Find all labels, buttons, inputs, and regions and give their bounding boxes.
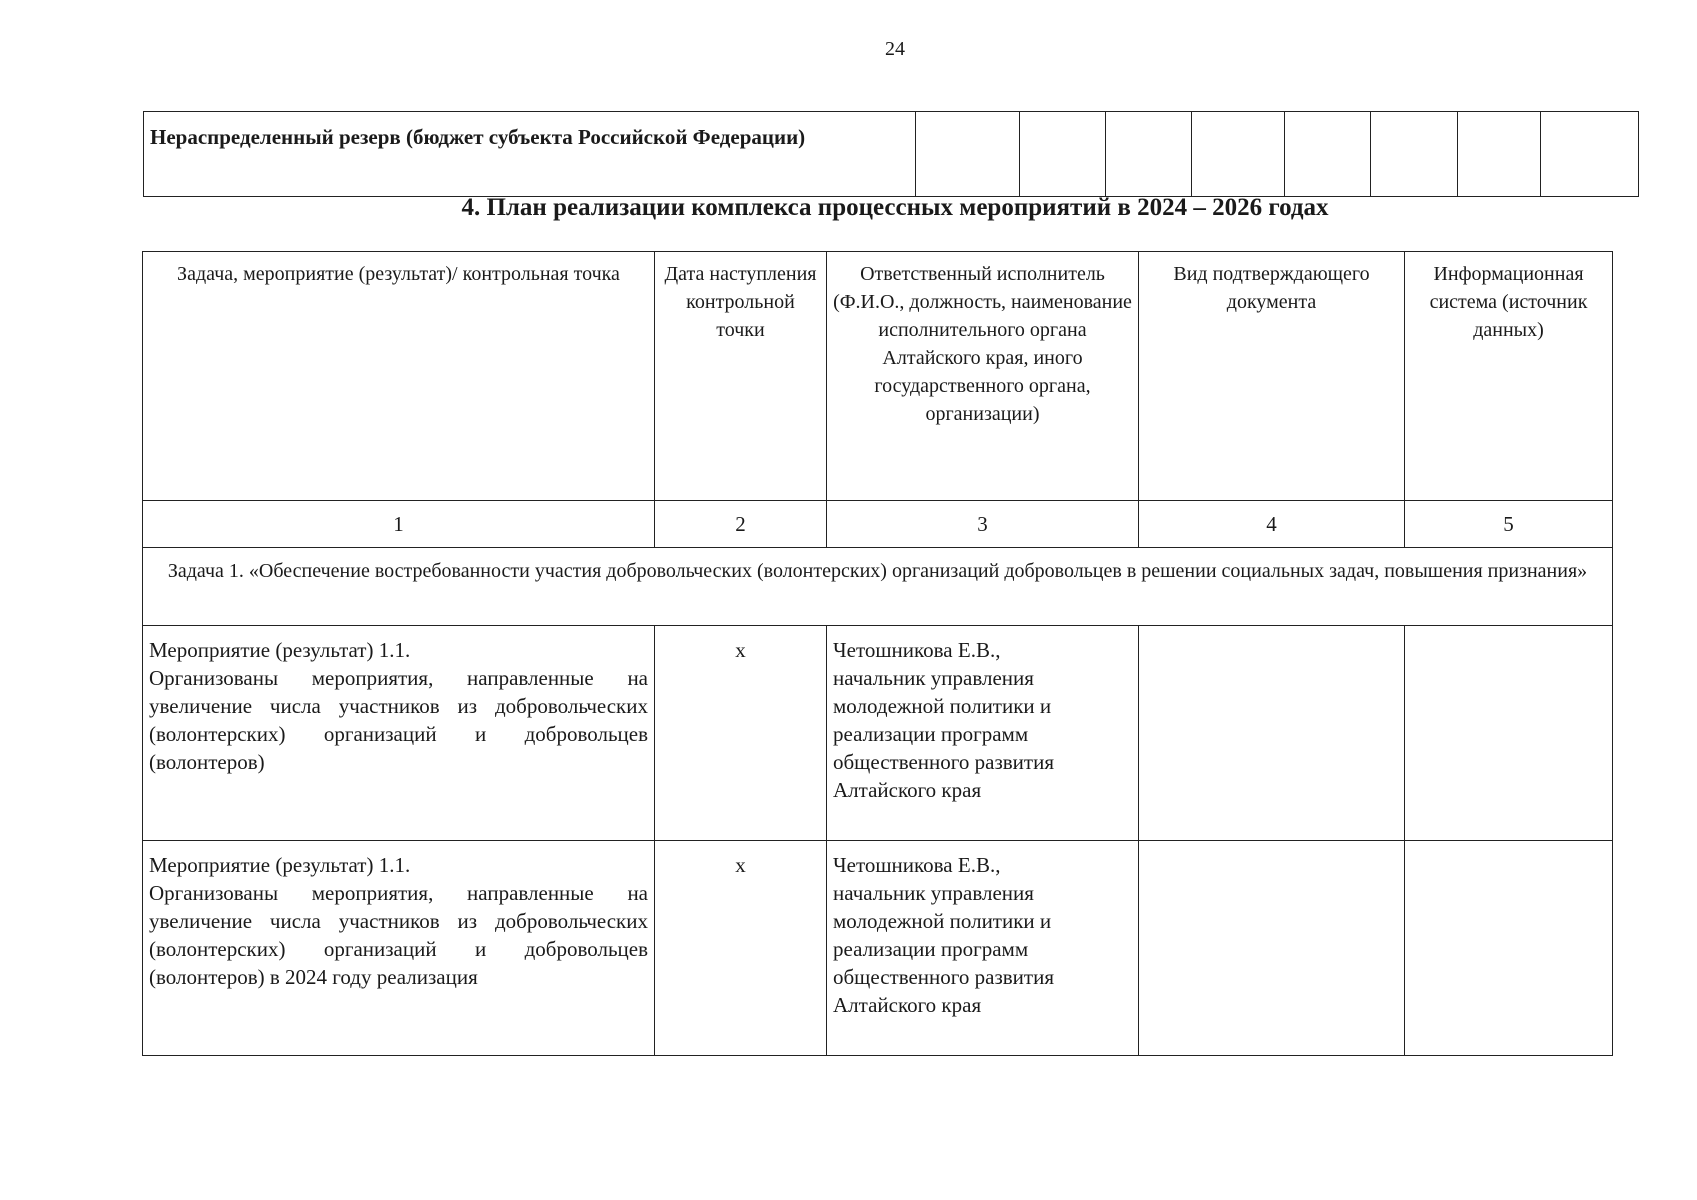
reserve-table (143, 111, 1639, 197)
header-responsible: Ответственный исполнитель (Ф.И.О., должность, наименование исполнительного органа Алтайского края, иного государственного органа, организации) (827, 252, 1139, 501)
column-number: 3 (827, 501, 1139, 548)
plan-table (142, 251, 1613, 1056)
reserve-cell (1019, 112, 1105, 197)
column-number: 4 (1139, 501, 1405, 548)
column-number: 2 (655, 501, 827, 548)
column-numbers-row (143, 501, 1613, 548)
page-number: 24 (885, 38, 905, 60)
reserve-cell (1192, 112, 1285, 197)
event-heading: Мероприятие (результат) 1.1. (149, 638, 411, 662)
reserve-cell (915, 112, 1019, 197)
info-system-cell (1405, 841, 1613, 1056)
header-document: Вид подтверждающего документа (1139, 252, 1405, 501)
header-task: Задача, мероприятие (результат)/ контрольная точка (143, 252, 655, 501)
table-row (143, 626, 1613, 841)
reserve-cell (1540, 112, 1638, 197)
reserve-row (144, 112, 1639, 197)
info-system-cell (1405, 626, 1613, 841)
event-cell (143, 626, 655, 841)
event-cell (143, 841, 655, 1056)
event-description: Организованы мероприятия, направленные на увеличение числа участников из добровольческих (волонтерских) организаций и добровольцев (волонтеров) (149, 666, 648, 774)
column-number: 1 (143, 501, 655, 548)
document-cell (1139, 626, 1405, 841)
reserve-cell (1371, 112, 1457, 197)
reserve-cell (1105, 112, 1191, 197)
event-heading: Мероприятие (результат) 1.1. (149, 853, 411, 877)
reserve-cell (1285, 112, 1371, 197)
header-row (143, 252, 1613, 501)
reserve-label: Нераспределенный резерв (бюджет субъекта Российской Федерации) (144, 112, 916, 197)
header-date: Дата наступления контрольной точки (655, 252, 827, 501)
date-cell: х (655, 841, 827, 1056)
column-number: 5 (1405, 501, 1613, 548)
date-cell: х (655, 626, 827, 841)
header-info-system: Информационная система (источник данных) (1405, 252, 1613, 501)
section-title: 4. План реализации комплекса процессных мероприятий в 2024 – 2026 годах (461, 194, 1329, 221)
table-row (143, 841, 1613, 1056)
reserve-cell (1457, 112, 1540, 197)
document-cell (1139, 841, 1405, 1056)
responsible-cell: Четошникова Е.В., начальник управления молодежной политики и реализации программ общественного развития Алтайского края (827, 626, 1139, 841)
task-row (143, 548, 1613, 626)
event-description: Организованы мероприятия, направленные на увеличение числа участников из добровольческих (волонтерских) организаций и добровольцев (волонтеров) в 2024 году реализация (149, 881, 648, 989)
task-text: Задача 1. «Обеспечение востребованности участия добровольческих (волонтерских) организаций добровольцев в решении социальных задач, повышения признания» (143, 548, 1613, 626)
responsible-cell: Четошникова Е.В., начальник управления молодежной политики и реализации программ общественного развития Алтайского края (827, 841, 1139, 1056)
